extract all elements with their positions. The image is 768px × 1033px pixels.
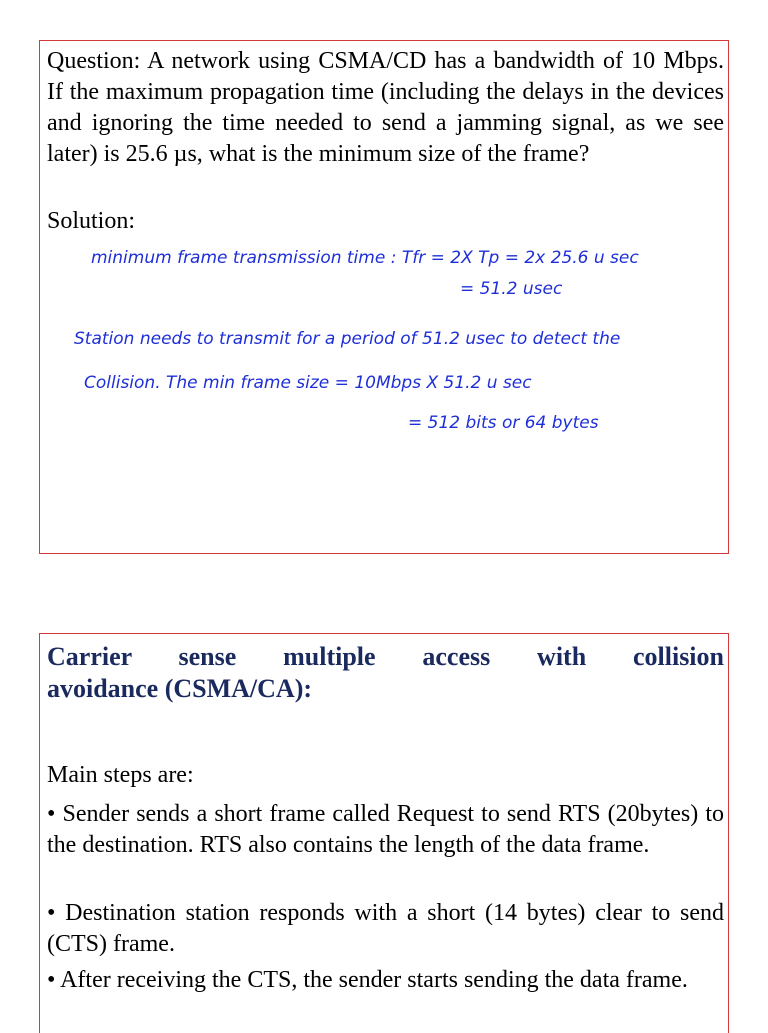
handwritten-line-2: = 51.2 usec: [460, 279, 563, 299]
handwritten-line-3: Station needs to transmit for a period of 51.2 usec to detect the: [74, 329, 621, 349]
handwritten-line-5: = 512 bits or 64 bytes: [408, 413, 599, 433]
slide-heading: [47, 641, 724, 705]
question-slide: [39, 40, 729, 554]
step-item: • Destination station responds with a short (14 bytes) clear to send (CTS) frame.: [47, 900, 724, 957]
heading-line-1: Carrier sense multiple access with collision: [47, 642, 724, 671]
heading-line-2: avoidance (CSMA/CA):: [47, 674, 313, 703]
solution-label: Solution:: [47, 208, 136, 234]
handwritten-line-1: minimum frame transmission time : Tfr = 2X Tp = 2x 25.6 u sec: [91, 248, 639, 268]
csma-ca-slide: [39, 633, 729, 1033]
step-item: • After receiving the CTS, the sender starts sending the data frame.: [47, 967, 688, 993]
handwritten-line-4: Collision. The min frame size = 10Mbps X 51.2 u sec: [84, 373, 532, 393]
question-text: Question: A network using CSMA/CD has a bandwidth of 10 Mbps. If the maximum propagation time (including the delays in the devices and ignoring the time needed to send a jamming signal, as we see later) is 25.6 µs, what is the minimum size of the frame?: [47, 48, 724, 167]
intro-text: Main steps are:: [47, 762, 194, 788]
step-item: • Sender sends a short frame called Request to send RTS (20bytes) to the destination. RTS also contains the length of the data frame.: [47, 801, 724, 858]
